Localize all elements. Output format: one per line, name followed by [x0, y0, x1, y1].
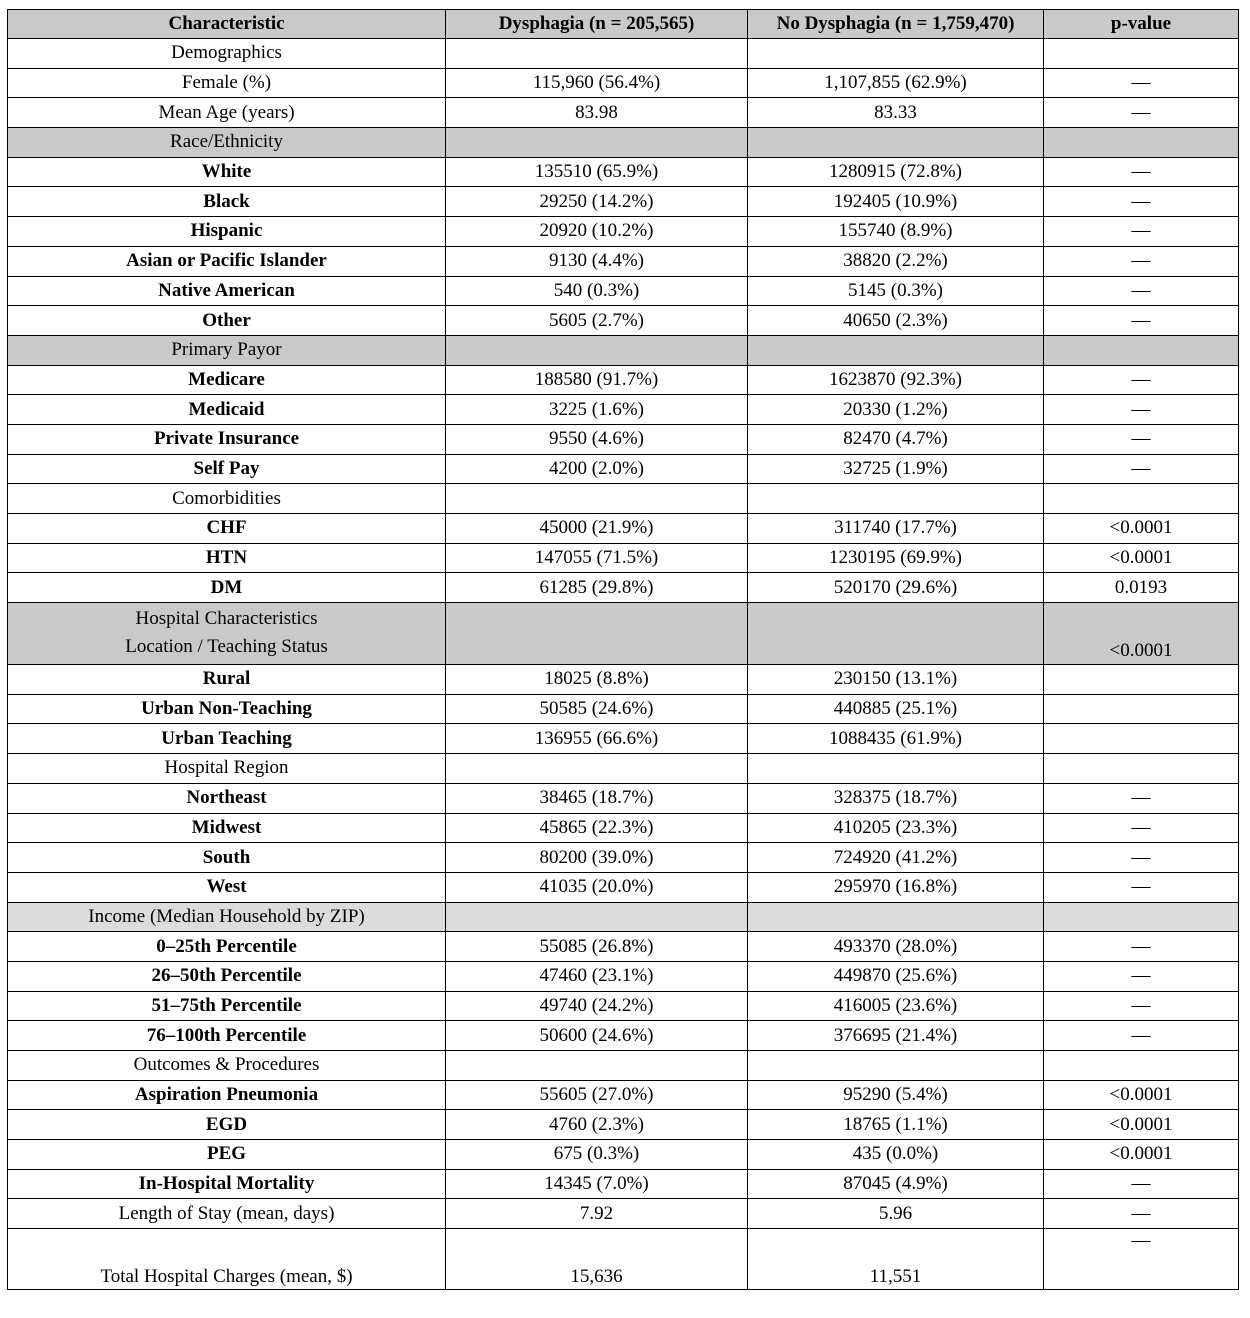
- table-row: [8, 543, 1239, 573]
- p-value-cell: —: [1044, 365, 1239, 395]
- table-row: [8, 754, 1239, 784]
- p-value-cell: —: [1044, 306, 1239, 336]
- no-dysphagia-cell: 416005 (23.6%): [748, 991, 1044, 1021]
- no-dysphagia-cell: 192405 (10.9%): [748, 187, 1044, 217]
- dysphagia-cell: 15,636: [446, 1229, 748, 1290]
- table-row: [8, 1229, 1239, 1290]
- header-p-value: p-value: [1044, 10, 1239, 39]
- table-row: [8, 1051, 1239, 1081]
- no-dysphagia-cell: [748, 902, 1044, 932]
- header-characteristic: Characteristic: [8, 10, 446, 39]
- characteristic-cell: West: [8, 872, 446, 902]
- table-row: [8, 484, 1239, 514]
- characteristic-cell: Medicaid: [8, 395, 446, 425]
- no-dysphagia-cell: 5145 (0.3%): [748, 276, 1044, 306]
- characteristic-cell: Income (Median Household by ZIP): [8, 902, 446, 932]
- table-row: [8, 573, 1239, 603]
- dysphagia-cell: 20920 (10.2%): [446, 217, 748, 247]
- table-row: [8, 1140, 1239, 1170]
- dysphagia-cell: 55085 (26.8%): [446, 932, 748, 962]
- p-value-cell: 0.0193: [1044, 573, 1239, 603]
- p-value-cell: —: [1044, 187, 1239, 217]
- table-row: [8, 932, 1239, 962]
- no-dysphagia-cell: [748, 39, 1044, 69]
- p-value-cell: [1044, 128, 1239, 158]
- table-row: [8, 217, 1239, 247]
- table-row: [8, 68, 1239, 98]
- no-dysphagia-cell: 1280915 (72.8%): [748, 157, 1044, 187]
- dysphagia-cell: 3225 (1.6%): [446, 395, 748, 425]
- characteristic-cell: [8, 603, 446, 665]
- p-value-cell: [1044, 39, 1239, 69]
- no-dysphagia-cell: 1230195 (69.9%): [748, 543, 1044, 573]
- dysphagia-cell: [446, 603, 748, 665]
- table-row: [8, 187, 1239, 217]
- characteristic-cell: 51–75th Percentile: [8, 991, 446, 1021]
- no-dysphagia-cell: [748, 603, 1044, 665]
- no-dysphagia-cell: 38820 (2.2%): [748, 246, 1044, 276]
- no-dysphagia-cell: 724920 (41.2%): [748, 843, 1044, 873]
- no-dysphagia-cell: 328375 (18.7%): [748, 783, 1044, 813]
- p-value-cell: —: [1044, 961, 1239, 991]
- p-value-cell: —: [1044, 68, 1239, 98]
- dysphagia-cell: 18025 (8.8%): [446, 665, 748, 695]
- dysphagia-cell: 61285 (29.8%): [446, 573, 748, 603]
- p-value-cell: <0.0001: [1044, 543, 1239, 573]
- p-value-cell: <0.0001: [1044, 1110, 1239, 1140]
- characteristic-cell: South: [8, 843, 446, 873]
- dysphagia-cell: 675 (0.3%): [446, 1140, 748, 1170]
- dysphagia-cell: [446, 335, 748, 365]
- p-value-cell: [1044, 665, 1239, 695]
- table-body: [8, 39, 1239, 1290]
- no-dysphagia-cell: 95290 (5.4%): [748, 1080, 1044, 1110]
- table-row: [8, 872, 1239, 902]
- p-value-cell: —: [1044, 813, 1239, 843]
- table-row: [8, 1080, 1239, 1110]
- table-row: [8, 128, 1239, 158]
- table-row: [8, 961, 1239, 991]
- characteristic-cell: Private Insurance: [8, 424, 446, 454]
- p-value-cell: <0.0001: [1044, 1140, 1239, 1170]
- dysphagia-cell: 80200 (39.0%): [446, 843, 748, 873]
- p-value-cell: [1044, 902, 1239, 932]
- p-value-cell: [1044, 1051, 1239, 1081]
- p-value-cell: [1044, 754, 1239, 784]
- no-dysphagia-cell: 1,107,855 (62.9%): [748, 68, 1044, 98]
- no-dysphagia-cell: 20330 (1.2%): [748, 395, 1044, 425]
- p-value-cell: —: [1044, 1169, 1239, 1199]
- dysphagia-cell: 188580 (91.7%): [446, 365, 748, 395]
- p-value-cell: <0.0001: [1044, 603, 1239, 665]
- characteristic-line-1: Hospital Characteristics: [135, 608, 318, 630]
- characteristic-cell: Northeast: [8, 783, 446, 813]
- table-row: [8, 813, 1239, 843]
- p-value-cell: —: [1044, 276, 1239, 306]
- characteristic-cell: Mean Age (years): [8, 98, 446, 128]
- characteristic-cell: CHF: [8, 514, 446, 544]
- table-row: [8, 1021, 1239, 1051]
- no-dysphagia-cell: 410205 (23.3%): [748, 813, 1044, 843]
- dysphagia-cell: [446, 902, 748, 932]
- table-row: [8, 783, 1239, 813]
- table-row: [8, 424, 1239, 454]
- p-value-cell: —: [1044, 98, 1239, 128]
- no-dysphagia-cell: [748, 1051, 1044, 1081]
- dysphagia-cell: 9130 (4.4%): [446, 246, 748, 276]
- characteristic-cell: Black: [8, 187, 446, 217]
- dysphagia-cell: [446, 484, 748, 514]
- table-row: [8, 1169, 1239, 1199]
- dysphagia-cell: 50585 (24.6%): [446, 694, 748, 724]
- no-dysphagia-cell: 11,551: [748, 1229, 1044, 1290]
- dysphagia-cell: 45000 (21.9%): [446, 514, 748, 544]
- dysphagia-cell: 7.92: [446, 1199, 748, 1229]
- table-row: [8, 991, 1239, 1021]
- table-row: [8, 157, 1239, 187]
- characteristic-cell: White: [8, 157, 446, 187]
- characteristic-cell: Rural: [8, 665, 446, 695]
- p-value-cell: —: [1044, 246, 1239, 276]
- table-row: [8, 843, 1239, 873]
- header-dysphagia: Dysphagia (n = 205,565): [446, 10, 748, 39]
- characteristics-table: [7, 9, 1239, 1290]
- characteristic-cell: Hispanic: [8, 217, 446, 247]
- characteristic-cell: Urban Non-Teaching: [8, 694, 446, 724]
- characteristic-cell: DM: [8, 573, 446, 603]
- no-dysphagia-cell: 1088435 (61.9%): [748, 724, 1044, 754]
- dysphagia-cell: 55605 (27.0%): [446, 1080, 748, 1110]
- p-value-cell: —: [1044, 157, 1239, 187]
- no-dysphagia-cell: 435 (0.0%): [748, 1140, 1044, 1170]
- no-dysphagia-cell: 32725 (1.9%): [748, 454, 1044, 484]
- characteristic-cell: EGD: [8, 1110, 446, 1140]
- table-row: [8, 306, 1239, 336]
- dysphagia-cell: 147055 (71.5%): [446, 543, 748, 573]
- no-dysphagia-cell: 493370 (28.0%): [748, 932, 1044, 962]
- table-row: [8, 276, 1239, 306]
- p-value-cell: —: [1044, 1229, 1239, 1290]
- characteristic-cell: Midwest: [8, 813, 446, 843]
- no-dysphagia-cell: [748, 128, 1044, 158]
- characteristic-cell: Self Pay: [8, 454, 446, 484]
- dysphagia-cell: 136955 (66.6%): [446, 724, 748, 754]
- dysphagia-cell: 50600 (24.6%): [446, 1021, 748, 1051]
- table-row: [8, 603, 1239, 665]
- dysphagia-cell: 41035 (20.0%): [446, 872, 748, 902]
- table-row: [8, 694, 1239, 724]
- characteristic-cell: Aspiration Pneumonia: [8, 1080, 446, 1110]
- characteristic-cell: 0–25th Percentile: [8, 932, 446, 962]
- characteristic-cell: Primary Payor: [8, 335, 446, 365]
- table-row: [8, 98, 1239, 128]
- table-row: [8, 1110, 1239, 1140]
- characteristic-cell: Urban Teaching: [8, 724, 446, 754]
- dysphagia-cell: [446, 128, 748, 158]
- p-value-cell: [1044, 724, 1239, 754]
- dysphagia-cell: 29250 (14.2%): [446, 187, 748, 217]
- no-dysphagia-cell: 83.33: [748, 98, 1044, 128]
- no-dysphagia-cell: 1623870 (92.3%): [748, 365, 1044, 395]
- no-dysphagia-cell: [748, 335, 1044, 365]
- table-row: [8, 395, 1239, 425]
- no-dysphagia-cell: 520170 (29.6%): [748, 573, 1044, 603]
- dysphagia-cell: [446, 1051, 748, 1081]
- p-value-cell: —: [1044, 217, 1239, 247]
- no-dysphagia-cell: 82470 (4.7%): [748, 424, 1044, 454]
- header-row: [8, 10, 1239, 39]
- p-value-cell: [1044, 694, 1239, 724]
- characteristic-cell: Hospital Region: [8, 754, 446, 784]
- table-row: [8, 39, 1239, 69]
- no-dysphagia-cell: [748, 484, 1044, 514]
- dysphagia-cell: 45865 (22.3%): [446, 813, 748, 843]
- p-value-cell: —: [1044, 932, 1239, 962]
- characteristic-cell: Length of Stay (mean, days): [8, 1199, 446, 1229]
- p-value-cell: [1044, 335, 1239, 365]
- no-dysphagia-cell: 376695 (21.4%): [748, 1021, 1044, 1051]
- dysphagia-cell: 38465 (18.7%): [446, 783, 748, 813]
- characteristic-cell: In-Hospital Mortality: [8, 1169, 446, 1199]
- no-dysphagia-cell: 311740 (17.7%): [748, 514, 1044, 544]
- characteristic-cell: 76–100th Percentile: [8, 1021, 446, 1051]
- dysphagia-cell: 115,960 (56.4%): [446, 68, 748, 98]
- p-value-cell: —: [1044, 783, 1239, 813]
- p-value-cell: —: [1044, 1199, 1239, 1229]
- table-row: [8, 246, 1239, 276]
- no-dysphagia-cell: [748, 754, 1044, 784]
- p-value-cell: —: [1044, 424, 1239, 454]
- dysphagia-cell: 47460 (23.1%): [446, 961, 748, 991]
- dysphagia-cell: 135510 (65.9%): [446, 157, 748, 187]
- characteristic-cell: PEG: [8, 1140, 446, 1170]
- no-dysphagia-cell: 5.96: [748, 1199, 1044, 1229]
- characteristic-cell: Comorbidities: [8, 484, 446, 514]
- table-row: [8, 1199, 1239, 1229]
- characteristic-cell: Other: [8, 306, 446, 336]
- characteristic-cell: HTN: [8, 543, 446, 573]
- no-dysphagia-cell: 40650 (2.3%): [748, 306, 1044, 336]
- characteristic-cell: Asian or Pacific Islander: [8, 246, 446, 276]
- characteristic-cell: Race/Ethnicity: [8, 128, 446, 158]
- no-dysphagia-cell: 18765 (1.1%): [748, 1110, 1044, 1140]
- characteristic-line-2: Location / Teaching Status: [125, 636, 328, 658]
- table-row: [8, 665, 1239, 695]
- dysphagia-cell: 14345 (7.0%): [446, 1169, 748, 1199]
- dysphagia-cell: 4200 (2.0%): [446, 454, 748, 484]
- p-value-cell: —: [1044, 1021, 1239, 1051]
- dysphagia-cell: [446, 754, 748, 784]
- p-value-cell: —: [1044, 395, 1239, 425]
- no-dysphagia-cell: 440885 (25.1%): [748, 694, 1044, 724]
- no-dysphagia-cell: 295970 (16.8%): [748, 872, 1044, 902]
- no-dysphagia-cell: 155740 (8.9%): [748, 217, 1044, 247]
- dysphagia-cell: [446, 39, 748, 69]
- dysphagia-cell: 5605 (2.7%): [446, 306, 748, 336]
- p-value-cell: <0.0001: [1044, 514, 1239, 544]
- p-value-cell: —: [1044, 454, 1239, 484]
- dysphagia-cell: 9550 (4.6%): [446, 424, 748, 454]
- table-row: [8, 454, 1239, 484]
- p-value-cell: —: [1044, 872, 1239, 902]
- p-value-cell: <0.0001: [1044, 1080, 1239, 1110]
- characteristic-cell: Medicare: [8, 365, 446, 395]
- characteristic-cell: Native American: [8, 276, 446, 306]
- table-row: [8, 724, 1239, 754]
- no-dysphagia-cell: 230150 (13.1%): [748, 665, 1044, 695]
- p-value-cell: [1044, 484, 1239, 514]
- no-dysphagia-cell: 87045 (4.9%): [748, 1169, 1044, 1199]
- table-row: [8, 335, 1239, 365]
- dysphagia-cell: 49740 (24.2%): [446, 991, 748, 1021]
- characteristic-cell: Demographics: [8, 39, 446, 69]
- characteristic-cell: 26–50th Percentile: [8, 961, 446, 991]
- p-value-cell: —: [1044, 991, 1239, 1021]
- no-dysphagia-cell: 449870 (25.6%): [748, 961, 1044, 991]
- table-row: [8, 365, 1239, 395]
- dysphagia-cell: 540 (0.3%): [446, 276, 748, 306]
- p-value-cell: —: [1044, 843, 1239, 873]
- characteristic-cell: Female (%): [8, 68, 446, 98]
- characteristic-cell: Outcomes & Procedures: [8, 1051, 446, 1081]
- table-row: [8, 514, 1239, 544]
- dysphagia-cell: 83.98: [446, 98, 748, 128]
- header-no-dysphagia: No Dysphagia (n = 1,759,470): [748, 10, 1044, 39]
- dysphagia-cell: 4760 (2.3%): [446, 1110, 748, 1140]
- table-row: [8, 902, 1239, 932]
- characteristic-cell: Total Hospital Charges (mean, $): [8, 1229, 446, 1290]
